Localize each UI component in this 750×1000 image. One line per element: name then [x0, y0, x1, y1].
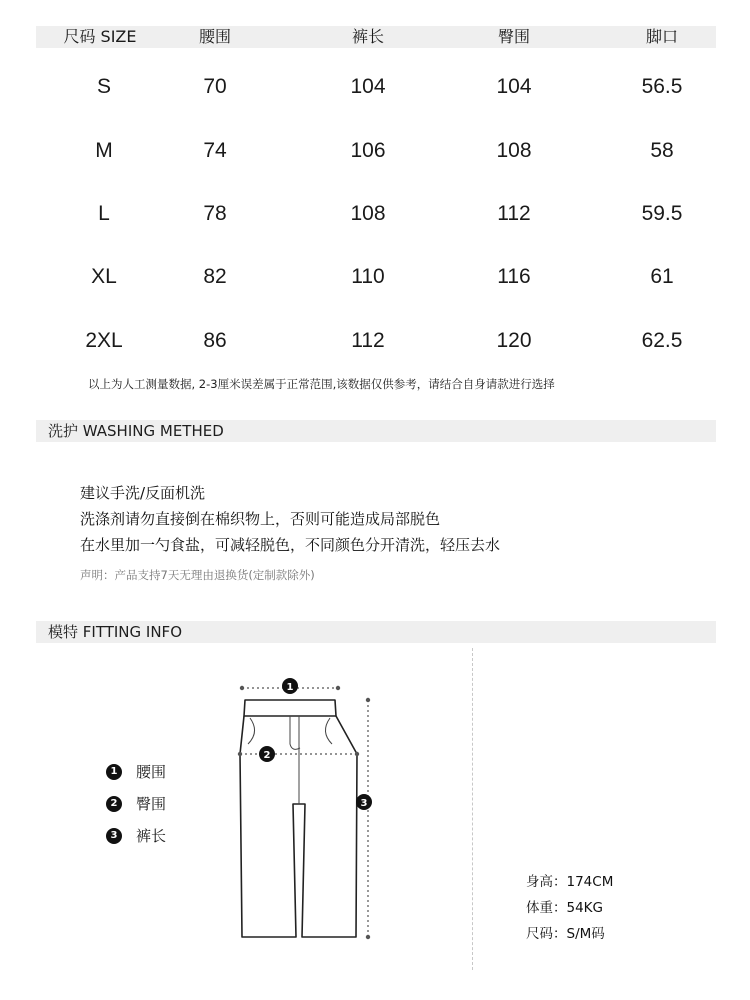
header-waist: 腰围 — [198, 27, 231, 46]
table-cell-hip: 104 — [496, 75, 532, 98]
table-cell-length: 110 — [351, 265, 385, 288]
model-size-value: S/M码 — [566, 926, 605, 942]
table-cell-hem: 56.5 — [641, 75, 683, 98]
model-height-value: 174CM — [566, 874, 614, 890]
size-note: 以上为人工测量数据, 2-3厘米误差属于正常范围,该数据仅供参考，请结合自身请款进行选择 — [88, 377, 555, 391]
header-hem: 脚口 — [645, 27, 678, 46]
washing-title: 洗护 WASHING METHED — [48, 422, 224, 440]
fitting-divider — [472, 648, 473, 970]
table-cell-hip: 112 — [497, 202, 531, 225]
legend-label: 腰围 — [136, 763, 167, 781]
table-cell-size: XL — [91, 265, 117, 288]
table-cell-hip: 108 — [496, 139, 532, 162]
number-badge-icon: 2 — [106, 796, 122, 812]
legend-label: 裤长 — [136, 827, 167, 845]
legend-item-length — [106, 826, 166, 846]
table-cell-size: 2XL — [85, 329, 123, 352]
table-cell-hem: 58 — [650, 139, 674, 162]
table-cell-hem: 62.5 — [641, 329, 683, 352]
table-cell-waist: 70 — [203, 75, 227, 98]
marker-waist: 1 — [286, 682, 294, 693]
table-cell-size: M — [95, 139, 113, 162]
model-weight-value: 54KG — [566, 900, 603, 916]
table-cell-size: L — [98, 202, 110, 225]
model-weight-label: 体重： — [526, 900, 567, 916]
table-cell-waist: 74 — [203, 139, 227, 162]
model-size — [526, 924, 605, 944]
table-cell-hem: 59.5 — [641, 202, 683, 225]
marker-hip: 2 — [263, 750, 271, 761]
number-badge-icon: 1 — [106, 764, 122, 780]
marker-length: 3 — [360, 798, 368, 809]
model-height-label: 身高： — [526, 874, 567, 890]
table-cell-waist: 86 — [203, 329, 227, 352]
table-cell-hip: 120 — [496, 329, 532, 352]
table-cell-hem: 61 — [650, 265, 674, 288]
washing-line-1: 建议手洗/反面机洗 — [80, 484, 206, 502]
table-cell-length: 112 — [351, 329, 385, 352]
table-cell-length: 104 — [350, 75, 386, 98]
legend-item-waist — [106, 762, 166, 782]
table-cell-hip: 116 — [497, 265, 531, 288]
fitting-title: 模特 FITTING INFO — [48, 623, 182, 641]
table-cell-size: S — [96, 75, 111, 98]
header-length: 裤长 — [351, 27, 384, 46]
number-badge-icon: 3 — [106, 828, 122, 844]
model-weight — [526, 898, 603, 918]
washing-line-2: 洗涤剂请勿直接倒在棉织物上，否则可能造成局部脱色 — [80, 510, 441, 528]
table-cell-waist: 82 — [203, 265, 227, 288]
return-disclaimer: 声明：产品支持7天无理由退换货(定制款除外) — [80, 568, 315, 582]
model-height — [526, 872, 613, 892]
legend-label: 臀围 — [136, 795, 167, 813]
legend-item-hip — [106, 794, 166, 814]
table-cell-length: 108 — [350, 202, 386, 225]
header-size: 尺码 SIZE — [63, 27, 137, 46]
washing-line-3: 在水里加一勺食盐，可减轻脱色，不同颜色分开清洗，轻压去水 — [80, 536, 501, 554]
table-cell-waist: 78 — [203, 202, 227, 225]
pants-diagram — [220, 672, 400, 972]
model-size-label: 尺码： — [526, 926, 567, 942]
header-hip: 臀围 — [497, 27, 530, 46]
table-cell-length: 106 — [350, 139, 386, 162]
